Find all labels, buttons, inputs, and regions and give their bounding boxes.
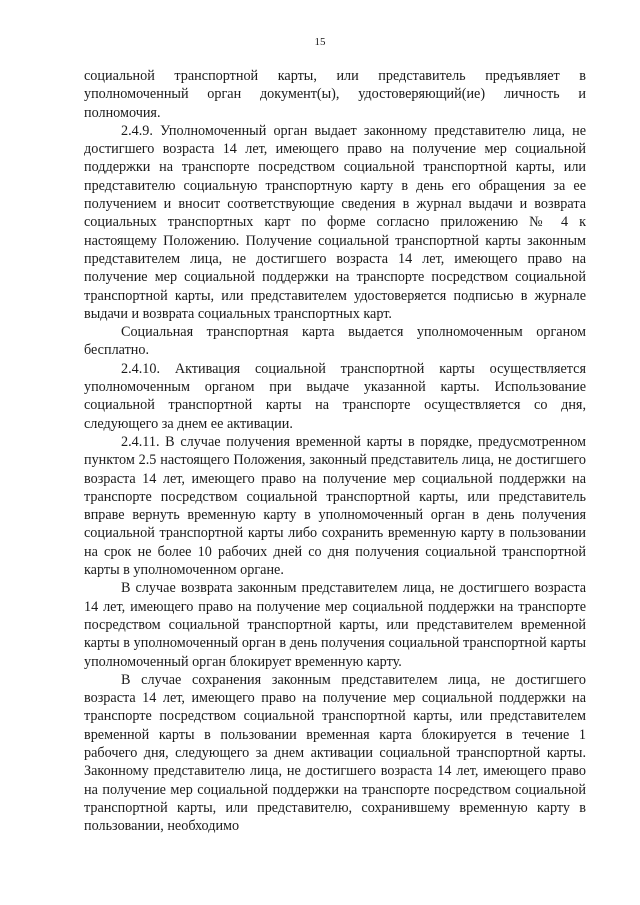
paragraph-continuation: социальной транспортной карты, или представитель предъявляет в уполномоченный орган документ(ы), удостоверяющий(ие) личность и полномочия. [84,68,586,121]
document-body [84,67,586,835]
paragraph-2-4-9: 2.4.9. Уполномоченный орган выдает законному представителю лица, не достигшего возраста 14 лет, имеющего право на получение мер социальной поддержки на транспорте посредством социальной транспортной карты, или представителю социальную транспортную карту в день его обращения за ее получением и вносит соответствующие сведения в журнал выдачи и возврата социальных транспортных карт по форме согласно приложению № 4 к настоящему Положению. Получение социальной транспортной карты законным представителем лица, не достигшего возраста 14 лет, имеющего право на получение мер социальной поддержки на транспорте посредством социальной транспортной карты, или представителем удостоверяется подписью в журнале выдачи и возврата социальных транспортных карт. [84,122,586,322]
paragraph-free-issue: Социальная транспортная карта выдается уполномоченным органом бесплатно. [84,324,586,359]
paragraph-2-4-10: 2.4.10. Активация социальной транспортной карты осуществляется уполномоченным органом при выдаче указанной карты. Использование социальной транспортной карты на транспорте осуществляется со дня, следующего за днем ее активации. [84,360,586,432]
paragraph-return-case: В случае возврата законным представителем лица, не достигшего возраста 14 лет, имеющего право на получение мер социальной поддержки на транспорте посредством социальной транспортной карты, или представителем временной карты в уполномоченный орган в день получения социальной транспортной карты уполномоченный орган блокирует временную карту. [84,580,586,670]
page-number: 15 [314,36,326,48]
paragraph-retention-case: В случае сохранения законным представителем лица, не достигшего возраста 14 лет, имеющего право на получение мер социальной поддержки на транспорте посредством социальной транспортной карты, или представителем временной карты в пользовании временная карта блокируется в течение 1 рабочего дня, следующего за днем активации социальной транспортной карты. Законному представителю лица, не достигшего возраста 14 лет, имеющего право на получение мер социальной поддержки на транспорте посредством социальной транспортной карты, или представителю, сохранившему временную карту в пользовании, необходимо [84,671,586,835]
paragraph-2-4-11: 2.4.11. В случае получения временной карты в порядке, предусмотренном пунктом 2.5 настоящего Положения, законный представитель лица, не достигшего возраста 14 лет, имеющего право на получение мер социальной поддержки на транспорте посредством социальной транспортной карты, или представитель вправе вернуть временную карту в уполномоченный орган в день получения социальной транспортной карты либо сохранить временную карту в пользовании на срок не более 10 рабочих дней со дня получения социальной транспортной карты в уполномоченном органе. [84,433,586,579]
